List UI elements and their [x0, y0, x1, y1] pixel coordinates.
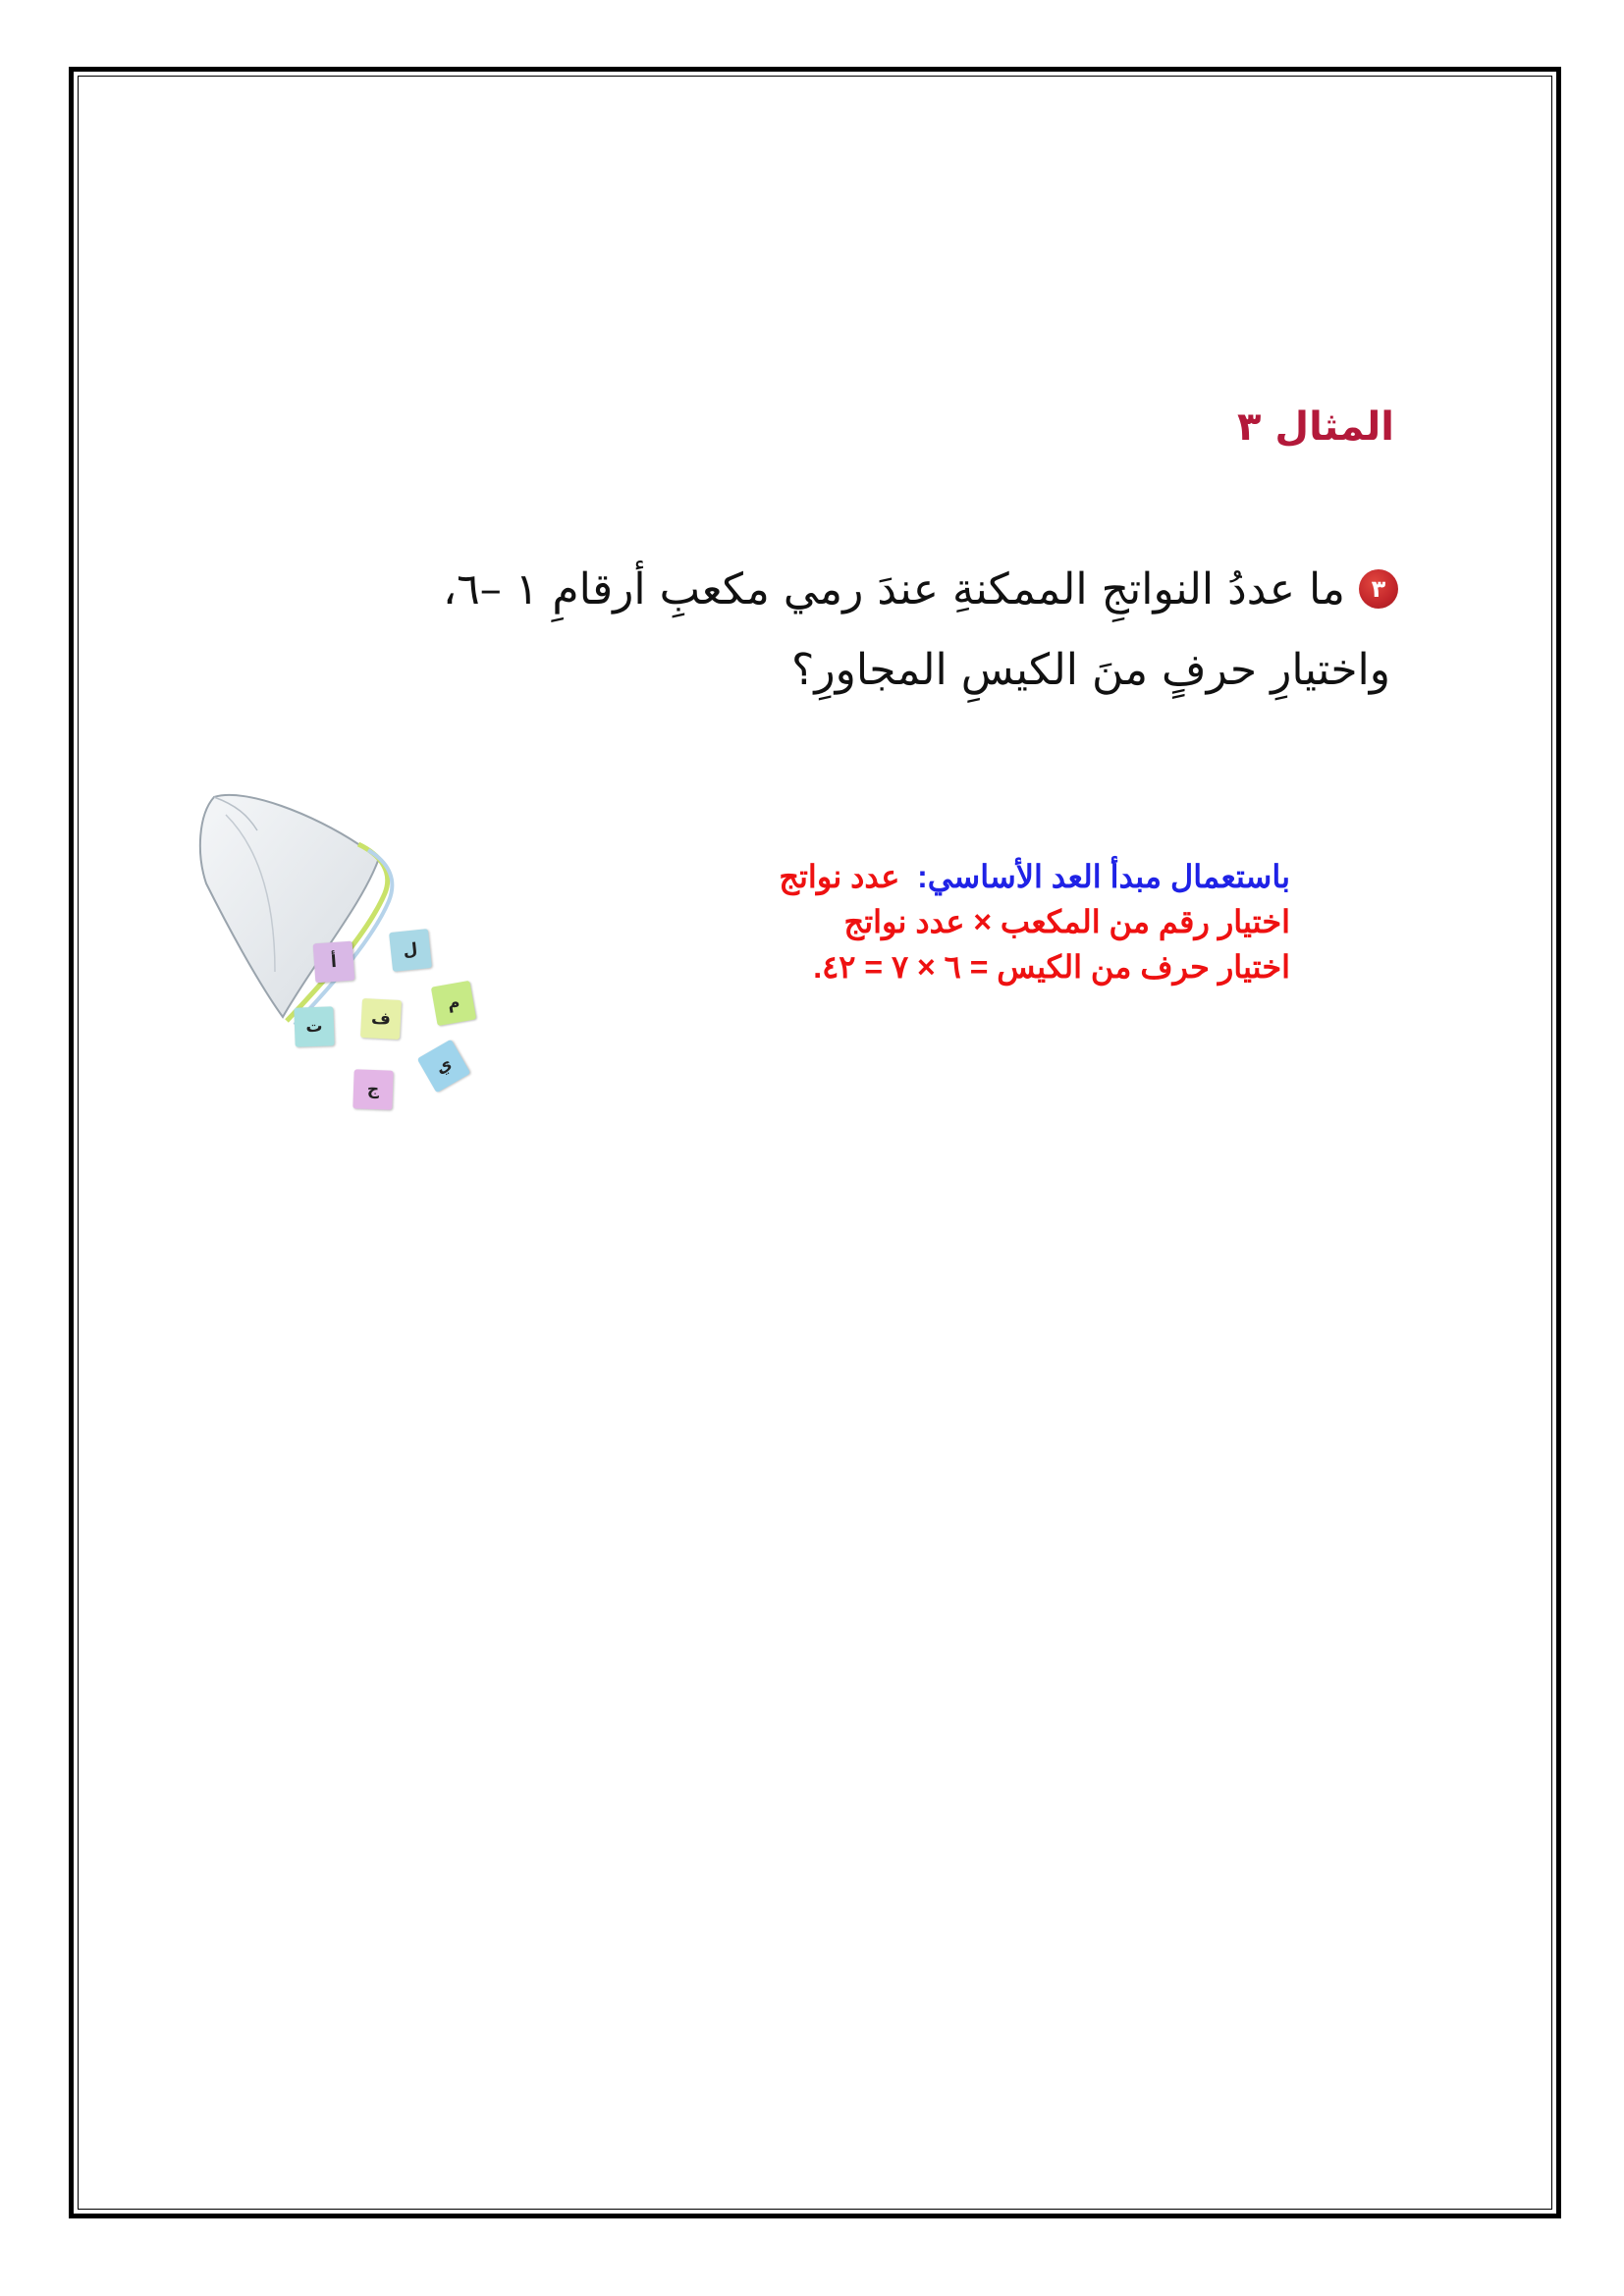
solution-outcomes-start: عدد نواتج: [779, 859, 900, 894]
question-line-1: [397, 550, 1398, 630]
solution-line-3: اختيار حرف من الكيس = ٦ × ٧ = ٤٢.: [813, 949, 1290, 985]
solution-principle-label: باستعمال مبدأ العد الأساسي:: [917, 859, 1290, 894]
question-text-2: واختيارِ حرفٍ منَ الكيسِ المجاورِ؟: [790, 645, 1390, 695]
solution-line-1: [544, 854, 1290, 899]
letter-tile: ل: [389, 929, 432, 972]
example-title: المثال ٣: [1237, 404, 1394, 450]
question-text-1: ما عددُ النواتجِ الممكنةِ عندَ رمي مكعبِ أرقامِ ١ –٦،: [442, 564, 1345, 614]
page-border: [69, 67, 1561, 2218]
letter-bag-illustration: [167, 775, 520, 1139]
question-number-badge: ٣: [1359, 569, 1398, 609]
letter-tile: م: [431, 981, 476, 1026]
letter-tile: أ: [313, 941, 355, 984]
solution-block: [544, 854, 1290, 989]
solution-line-2: اختيار رقم من المكعب × عدد نواتج: [843, 904, 1290, 939]
letter-tile: ت: [294, 1006, 334, 1046]
letter-tile: ف: [360, 998, 402, 1040]
question-block: [397, 550, 1398, 711]
letter-tile: ج: [352, 1069, 393, 1109]
letter-tile: ي: [417, 1040, 471, 1094]
